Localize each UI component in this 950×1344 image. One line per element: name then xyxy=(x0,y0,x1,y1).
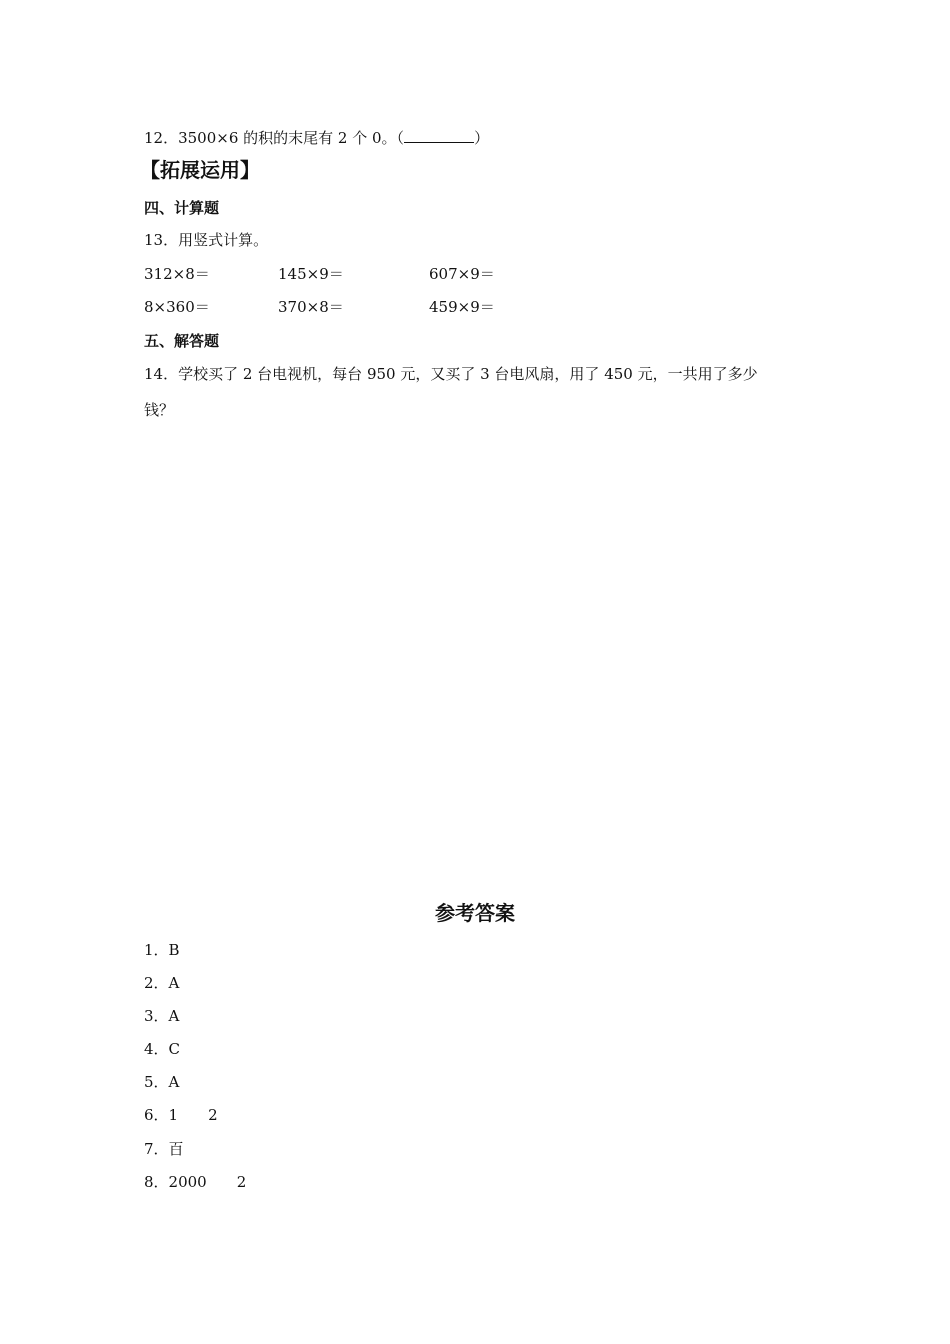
answer-number: 2． xyxy=(144,974,169,992)
calc-problem: 607×9＝ xyxy=(429,265,495,283)
answer-value-second: 2 xyxy=(208,1106,218,1124)
calc-problem: 145×9＝ xyxy=(278,265,344,283)
answer-blank[interactable] xyxy=(404,128,474,143)
answer-item xyxy=(144,1105,218,1125)
answer-item xyxy=(144,940,180,960)
question-number: 12． xyxy=(144,129,179,147)
answer-item xyxy=(144,1072,179,1092)
calc-problem: 459×9＝ xyxy=(429,298,495,316)
question-13 xyxy=(144,230,268,250)
question-14-continued: 钱？ xyxy=(144,401,175,419)
calc-problem: 8×360＝ xyxy=(144,298,210,316)
answer-item xyxy=(144,1006,179,1026)
answer-number: 5． xyxy=(144,1073,169,1091)
answer-value: 百 xyxy=(168,1140,184,1158)
answer-value: A xyxy=(168,1073,180,1091)
answer-item xyxy=(144,1172,246,1192)
section-heading-word-problems: 五、解答题 xyxy=(144,332,220,350)
answer-number: 3． xyxy=(144,1007,169,1025)
answer-number: 6． xyxy=(144,1106,169,1124)
question-14 xyxy=(144,364,758,384)
section-heading-calculation: 四、计算题 xyxy=(144,199,220,217)
answer-value: A xyxy=(168,1007,180,1025)
question-number: 13． xyxy=(144,231,179,249)
answer-number: 8． xyxy=(144,1173,169,1191)
paren-open: （ xyxy=(396,129,405,147)
answer-number: 7． xyxy=(144,1140,169,1158)
answer-value: 1 xyxy=(168,1106,179,1124)
answer-item xyxy=(144,1039,180,1059)
answer-value: A xyxy=(168,974,180,992)
calc-problem: 370×8＝ xyxy=(278,298,344,316)
answer-item xyxy=(144,973,179,993)
answer-value: 2000 xyxy=(168,1173,207,1191)
paren-close: ） xyxy=(474,129,490,147)
section-heading-extend: 【拓展运用】 xyxy=(140,158,260,182)
answer-value: B xyxy=(168,941,180,959)
question-text: 3500×6 的积的末尾有 2 个 0。 xyxy=(178,129,397,147)
question-text-line1: 学校买了 2 台电视机，每台 950 元，又买了 3 台电风扇，用了 450 元，一共用了多少 xyxy=(178,365,758,383)
answer-item xyxy=(144,1139,184,1159)
answer-number: 1． xyxy=(144,941,169,959)
question-12 xyxy=(144,128,489,148)
answers-title: 参考答案 xyxy=(435,901,515,925)
question-number: 14． xyxy=(144,365,179,383)
calc-problem: 312×8＝ xyxy=(144,265,210,283)
answer-value: C xyxy=(168,1040,181,1058)
question-text: 用竖式计算。 xyxy=(178,231,269,249)
answer-number: 4． xyxy=(144,1040,169,1058)
answer-value-second: 2 xyxy=(236,1173,247,1191)
